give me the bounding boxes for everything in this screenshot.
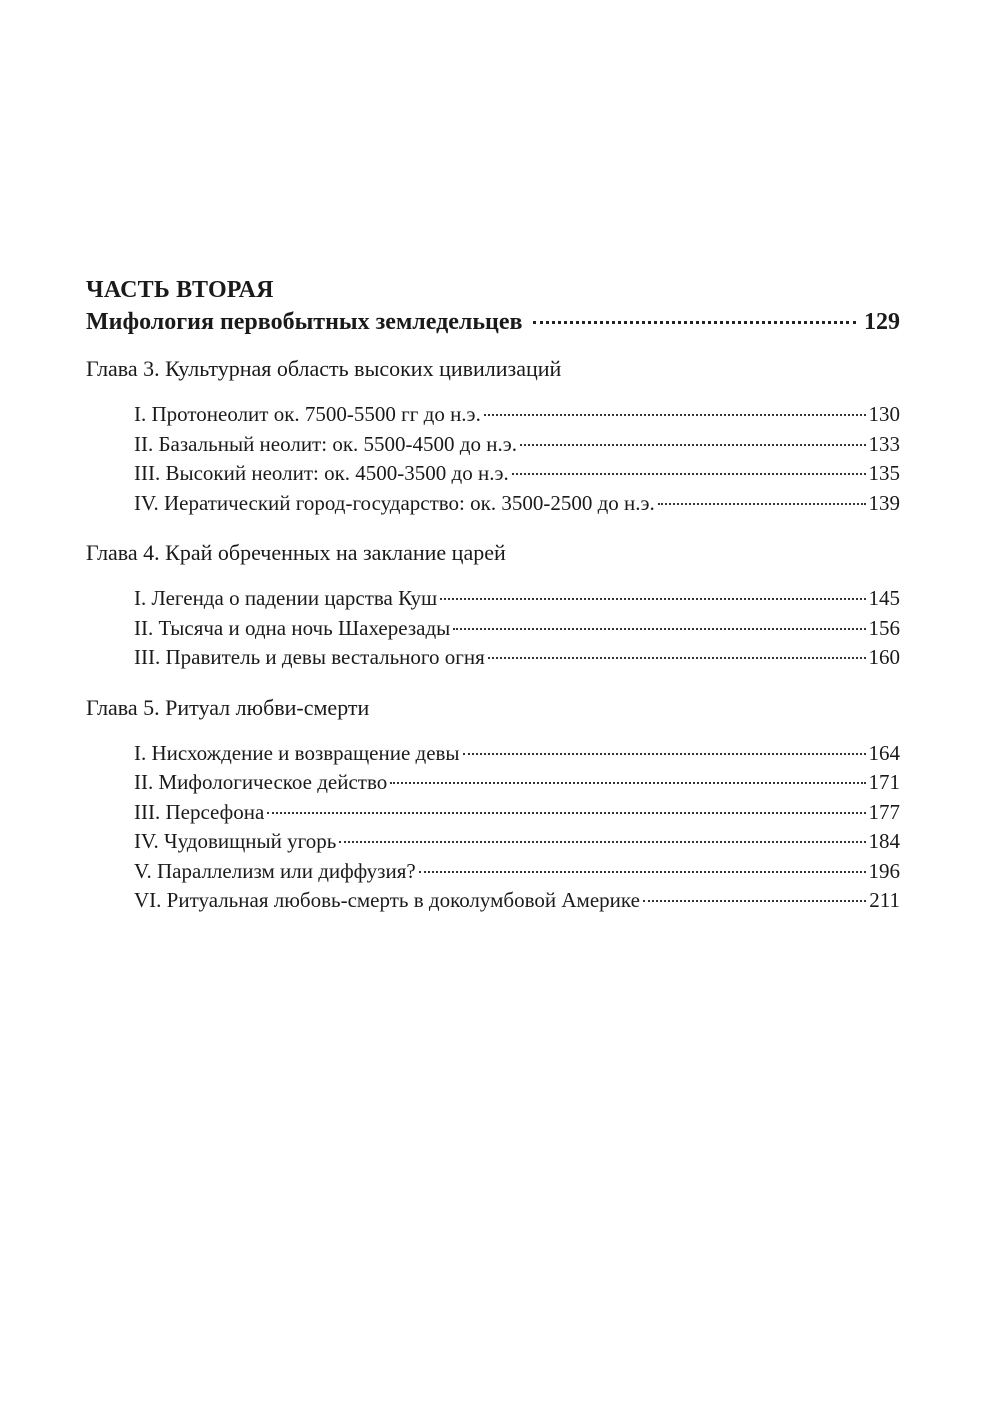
dot-leader: [658, 503, 866, 505]
entry-page-number: 211: [869, 888, 900, 912]
chapter-title: Глава 3. Культурная область высоких цивилизаций: [86, 356, 562, 381]
dot-leader: [453, 628, 865, 630]
chapter-title: Глава 5. Ритуал любви-смерти: [86, 694, 370, 720]
toc-entry: [134, 400, 900, 430]
entry-label: I. Протонеолит ок. 7500-5500 гг до н.э.: [134, 402, 481, 426]
part-page-number: 129: [864, 309, 900, 335]
toc-entry: [134, 768, 900, 798]
entry-label: II. Мифологическое действо: [134, 770, 388, 794]
part-heading: ЧАСТЬ ВТОРАЯ: [86, 277, 274, 303]
toc-entry: [134, 886, 900, 916]
dot-leader: [463, 753, 866, 755]
entry-page-number: 171: [868, 770, 900, 794]
dot-leader: [339, 841, 865, 843]
toc-entry: [134, 459, 900, 489]
toc-entry: [134, 584, 900, 614]
table-of-contents: [86, 274, 900, 922]
toc-entry: [134, 430, 900, 460]
entry-page-number: 145: [868, 586, 900, 610]
entry-label: V. Параллелизм или диффузия?: [134, 858, 416, 883]
toc-entry: [134, 614, 900, 644]
toc-entry: [134, 857, 900, 887]
entry-page-number: 177: [868, 799, 900, 824]
entry-label: III. Персефона: [134, 799, 265, 824]
dot-leader: [533, 321, 857, 324]
toc-entry: [134, 798, 900, 828]
dot-leader: [643, 900, 866, 902]
entry-label: I. Легенда о падении царства Куш: [134, 586, 438, 610]
chapter-5: [86, 693, 900, 916]
entry-page-number: 196: [868, 858, 900, 883]
entry-page-number: 133: [868, 431, 900, 456]
chapter-title: Глава 4. Край обреченных на заклание царей: [86, 540, 506, 565]
section-list: [134, 400, 900, 518]
dot-leader: [419, 871, 866, 873]
entry-page-number: 160: [868, 645, 900, 669]
dot-leader: [512, 473, 866, 475]
entry-label: IV. Иератический город-государство: ок. 3500-2500 до н.э.: [134, 490, 655, 515]
entry-page-number: 139: [868, 490, 900, 515]
entry-label: I. Нисхождение и возвращение девы: [134, 740, 460, 765]
dot-leader: [520, 444, 866, 446]
toc-entry: [134, 489, 900, 519]
section-list: [134, 584, 900, 673]
entry-page-number: 156: [868, 615, 900, 640]
entry-label: IV. Чудовищный угорь: [134, 829, 337, 853]
toc-entry: [134, 739, 900, 769]
chapter-3: [86, 354, 900, 518]
entry-label: VI. Ритуальная любовь-смерть в доколумбовой Америке: [134, 888, 640, 912]
dot-leader: [484, 414, 866, 416]
part-title-row: [86, 306, 900, 338]
entry-page-number: 184: [868, 829, 900, 853]
dot-leader: [440, 598, 865, 600]
dot-leader: [488, 657, 866, 659]
section-list: [134, 739, 900, 916]
entry-label: III. Высокий неолит: ок. 4500-3500 до н.э.: [134, 461, 509, 485]
dot-leader: [267, 812, 865, 814]
entry-label: II. Тысяча и одна ночь Шахерезады: [134, 615, 451, 640]
entry-label: II. Базальный неолит: ок. 5500-4500 до н.э.: [134, 431, 517, 456]
chapter-4: [86, 538, 900, 673]
dot-leader: [390, 782, 865, 784]
entry-label: III. Правитель и девы вестального огня: [134, 645, 485, 669]
entry-page-number: 130: [868, 402, 900, 426]
toc-entry: [134, 643, 900, 673]
entry-page-number: 135: [868, 461, 900, 485]
entry-page-number: 164: [868, 740, 900, 765]
toc-entry: [134, 827, 900, 857]
part-title: Мифология первобытных земледельцев: [86, 309, 523, 335]
